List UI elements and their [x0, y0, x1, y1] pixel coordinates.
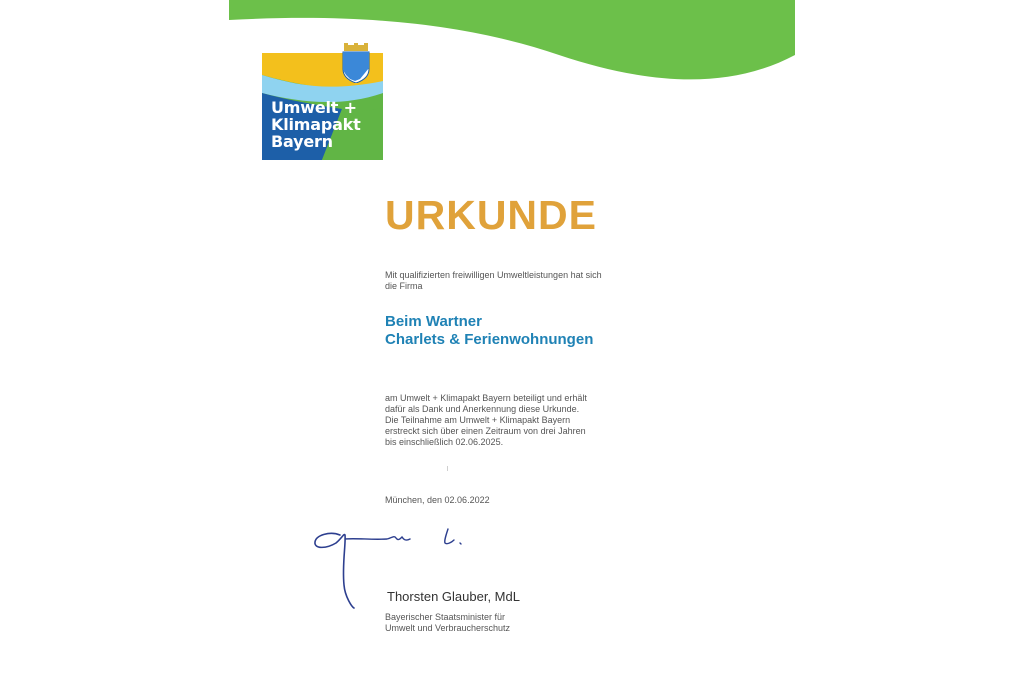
body-line-4: erstreckt sich über einen Zeitraum von drei Jahren: [385, 426, 586, 436]
signer-title-line-2: Umwelt und Verbraucherschutz: [385, 623, 511, 633]
divider-mark: [447, 466, 448, 471]
company-line-1: Beim Wartner: [385, 313, 482, 330]
signer-title-line-1: Bayerischer Staatsminister für: [385, 612, 506, 622]
intro-text: [385, 270, 655, 292]
intro-line-2: die Firma: [385, 281, 423, 291]
certificate-body: [385, 393, 635, 448]
body-line-1: am Umwelt + Klimapakt Bayern beteiligt und erhält: [385, 393, 587, 403]
logo-line-2: Klimapakt: [271, 115, 361, 134]
intro-line-1: Mit qualifizierten freiwilligen Umweltleistungen hat sich: [385, 270, 602, 280]
signer-title: [385, 612, 510, 634]
logo-line-1: Umwelt +: [271, 98, 357, 117]
signer-name: Thorsten Glauber, MdL: [387, 589, 520, 604]
logo-line-3: Bayern: [271, 132, 333, 151]
certificate-title: URKUNDE: [385, 192, 597, 238]
company-line-2: Charlets & Ferienwohnungen: [385, 331, 594, 348]
body-line-5: bis einschließlich 02.06.2025.: [385, 437, 504, 447]
company-name: [385, 313, 593, 349]
bavarian-crest-icon: [340, 43, 372, 83]
body-line-2: dafür als Dank und Anerkennung diese Urkunde.: [385, 404, 580, 414]
date-line: München, den 02.06.2022: [385, 495, 490, 505]
body-line-3: Die Teilnahme am Umwelt + Klimapakt Bayern: [385, 415, 571, 425]
